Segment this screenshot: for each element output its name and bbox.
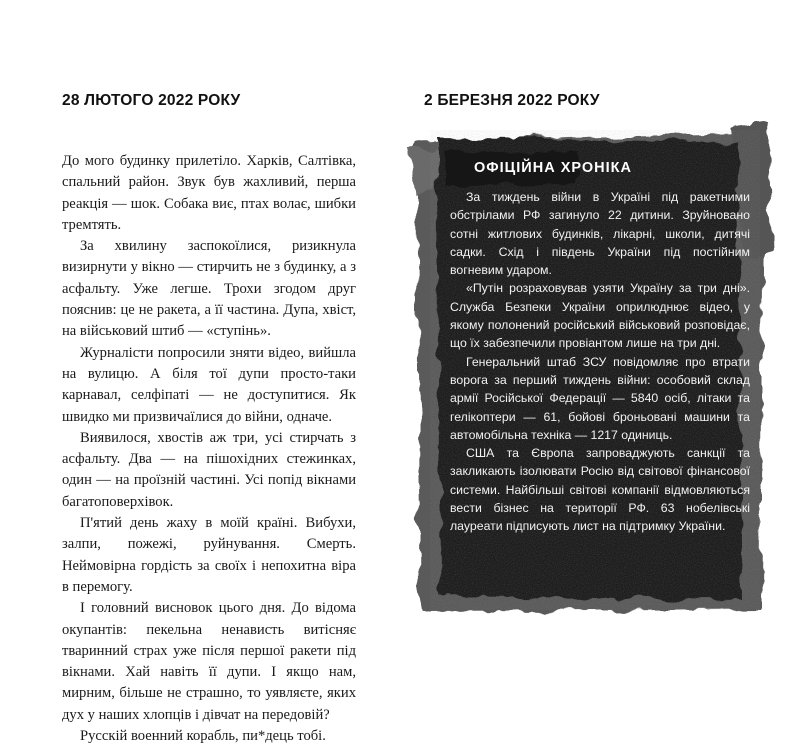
left-paragraph: І головний висновок цього дня. До відома окупантів: пекельна ненависть витісняє тваринний страх уже після першої ракети під вікнами. Хай навіть її дупи. І якщо нам, мирним, більше не страшно, то уявляєте, яких дух у наших хлопців і дівчат на передовій? xyxy=(62,600,356,723)
official-chronicle-box xyxy=(450,160,750,536)
left-paragraph: Русскій военний корабль, пи*дець тобі. xyxy=(80,728,326,745)
left-paragraph: Виявилося, хвостів аж три, усі стирчать з асфальту. Два — на пішохідних стежинках, один — на проїзній частині. Усі попід вікнами багатоповерхівок. xyxy=(62,429,356,510)
right-page xyxy=(400,0,800,646)
chronicle-title: ОФІЦІЙНА ХРОНІКА xyxy=(474,160,632,176)
left-body-text xyxy=(62,151,356,747)
chronicle-paragraph: За тиждень війни в Україні під ракетними обстрілами РФ загинуло 22 дитини. Зруйновано сотні житлових будинків, лікарні, школи, дитячі садки. Схід і південь України під постійним вогневим ударом. xyxy=(450,190,750,278)
chronicle-paragraph: США та Європа запроваджують санкції та закликають ізолювати Росію від світової фінансової системи. Найбільші світові компанії відмовляються вести бізнес на території РФ. 63 нобелівські лауреати підписують лист на підтримку України. xyxy=(450,446,750,534)
left-paragraph: Журналісти попросили зняти відео, вийшла на вулицю. А біля тої дупи просто-таки карнавал, селфіпаті — не доступитися. Як швидко ми призвичаїлися до війни, одначе. xyxy=(62,344,356,425)
chronicle-paragraph: «Путін розраховував узяти Україну за три дні». Служба Безпеки України оприлюднює відео, у якому полонений російський військовий розповідає, що їх забезпечили провіантом лише на три дні. xyxy=(450,281,750,351)
left-paragraph: П'ятий день жаху в моїй країні. Вибухи, залпи, пожежі, руйнування. Смерть. Неймовірна гордість за своїх і непохитна віра в перемогу. xyxy=(62,515,356,595)
left-paragraph: До мого будинку прилетіло. Харків, Салтівка, спальний район. Звук був жахливий, перша реакція — шок. Собака виє, птах волає, шибки тремтять. xyxy=(62,153,356,233)
left-paragraph: За хвилину заспокоїлися, ризикнула визирнути у вікно — стирчить не з будинку, а з асфальту. Уже легше. Трохи згодом друг пояснив: це не ракета, а її частина. Дупа, хвіст, на військовий штиб — «ступінь». xyxy=(62,238,356,340)
chronicle-body-text xyxy=(450,188,750,536)
left-page xyxy=(0,0,400,745)
right-date-heading: 2 БЕРЕЗНЯ 2022 РОКУ xyxy=(424,92,600,109)
left-date-heading: 28 ЛЮТОГО 2022 РОКУ xyxy=(62,92,241,109)
chronicle-paragraph: Генеральний штаб ЗСУ повідомляє про втрати ворога за перший тиждень війни: особовий склад армії Російської Федерації — 5840 осіб, літаки та гелікоптери — 61, бойові броньовані машини та автомобільна техніка — 1217 одиниць. xyxy=(450,354,750,442)
